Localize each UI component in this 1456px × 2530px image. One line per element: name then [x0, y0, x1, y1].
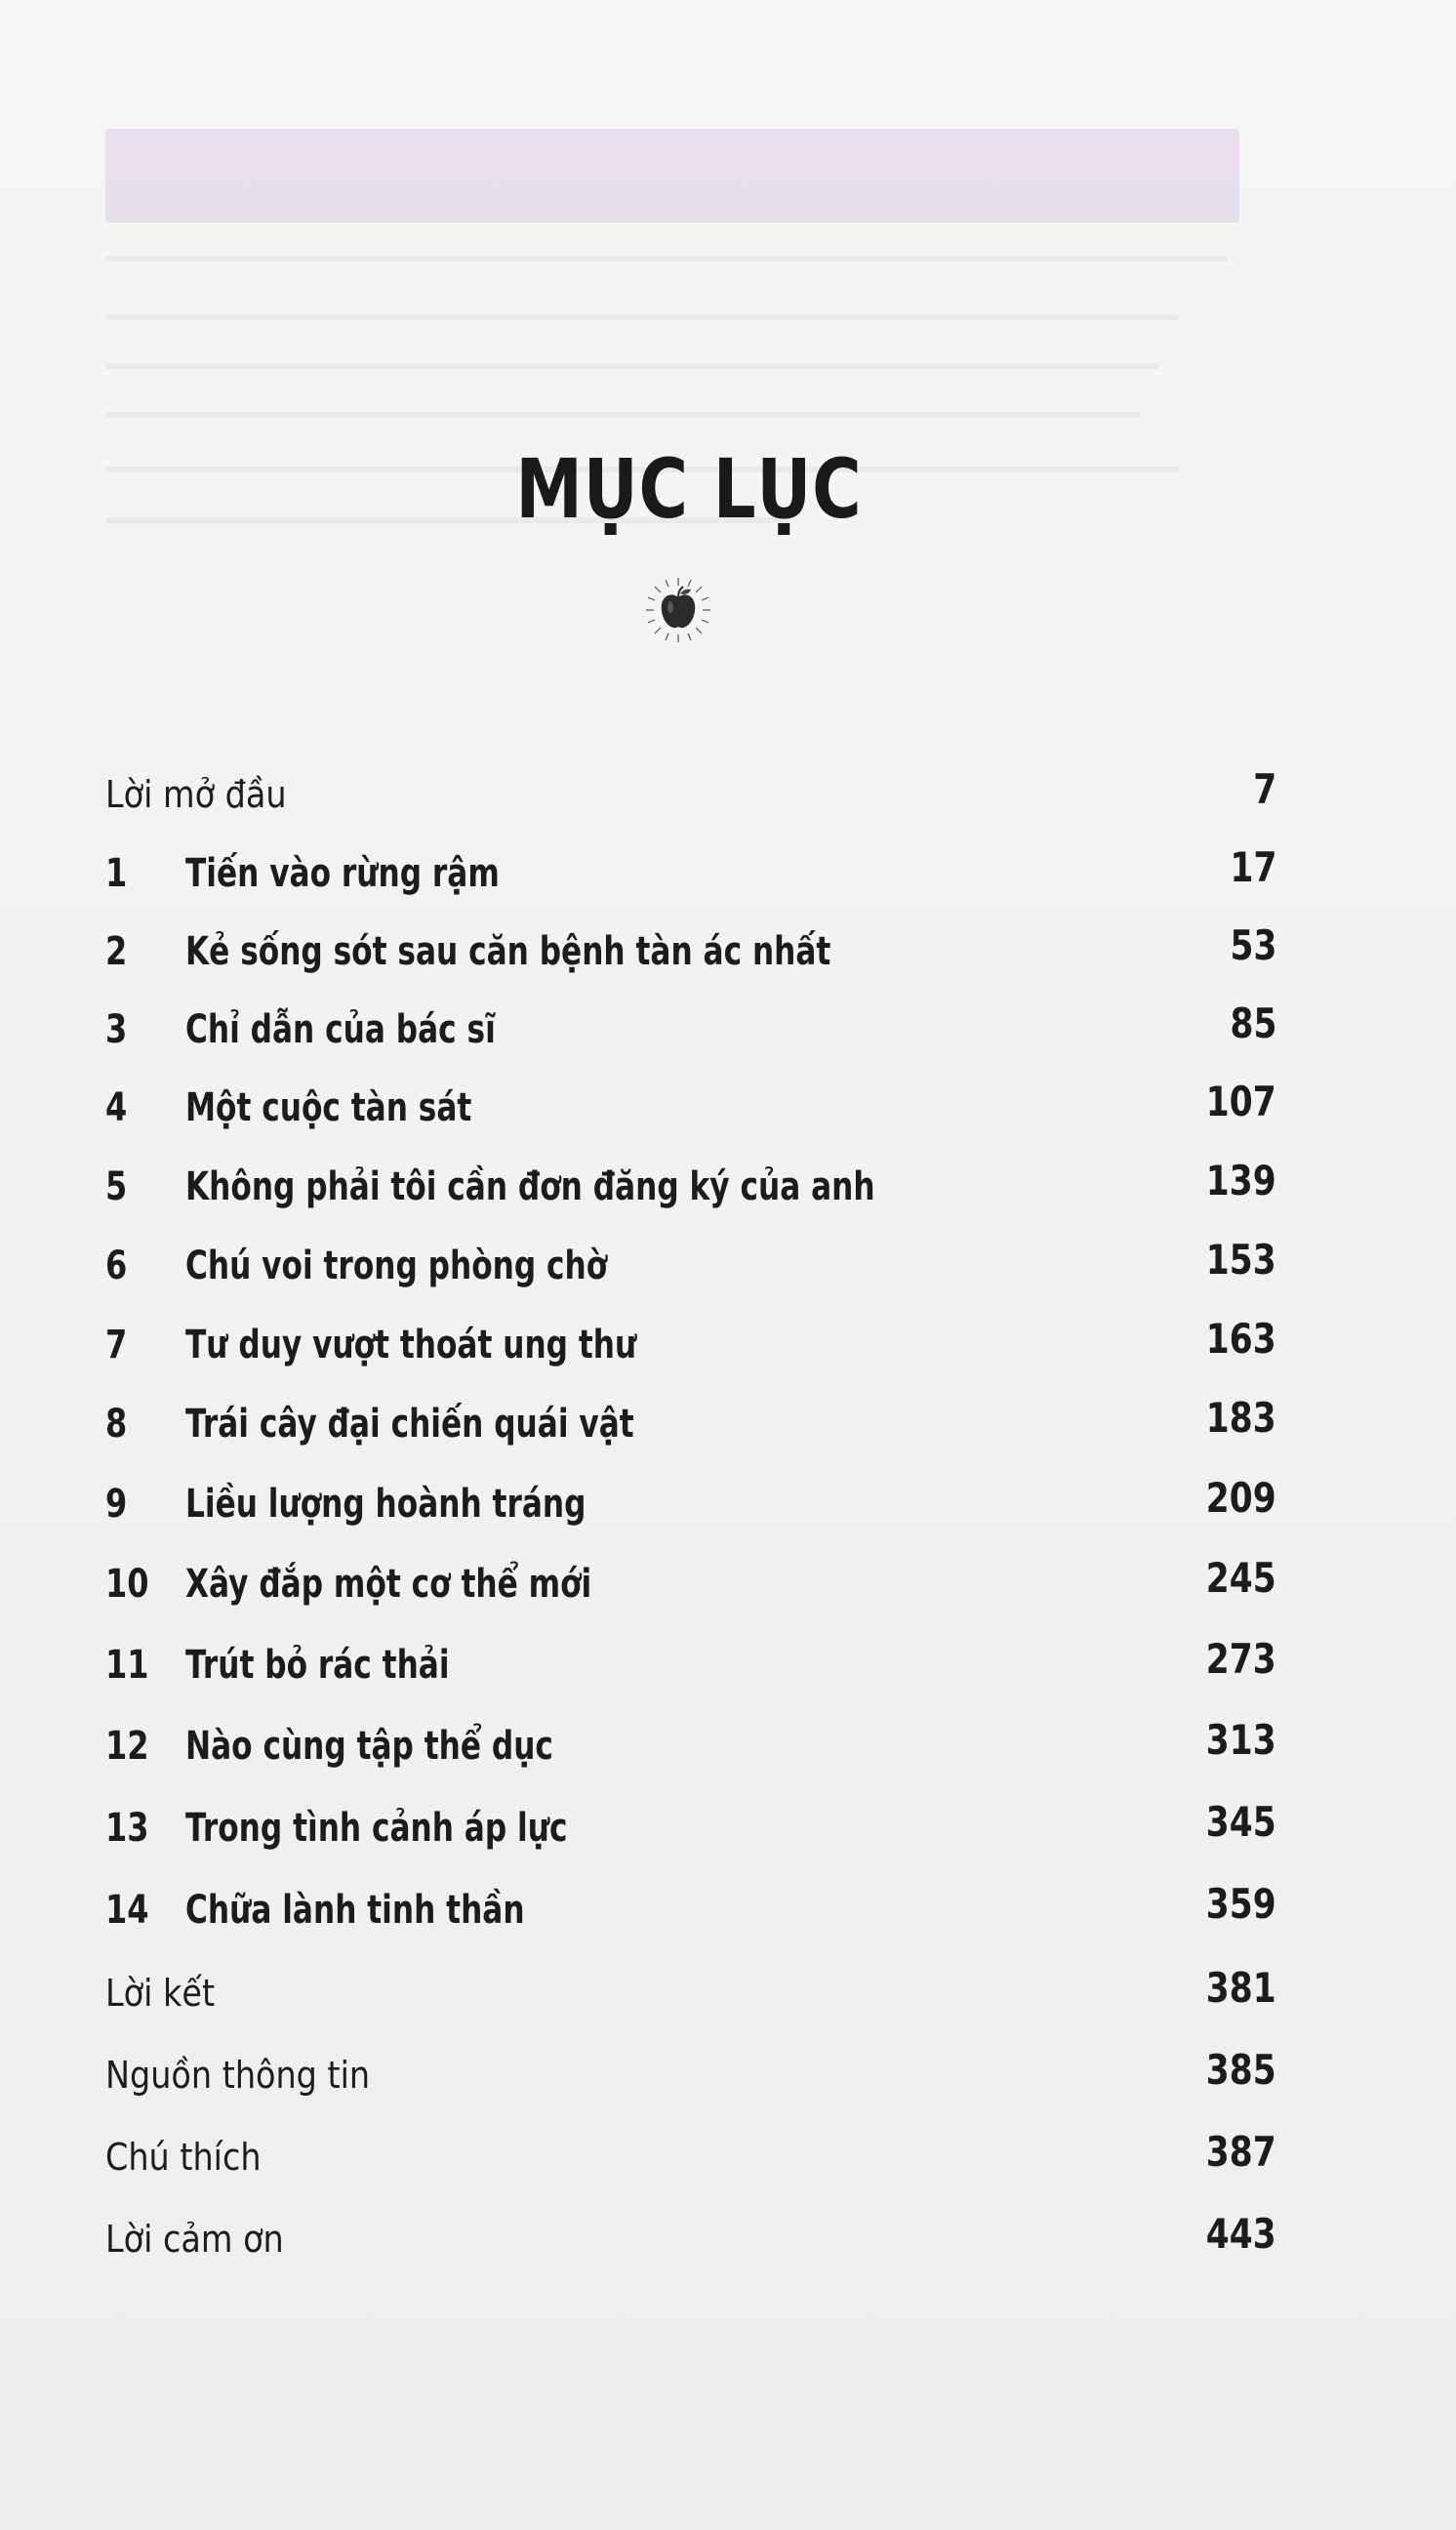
toc-entry-page: 163: [1206, 1315, 1276, 1363]
toc-entry-title: Lời mở đầu: [105, 773, 287, 816]
toc-entry-number: 11: [105, 1643, 149, 1688]
toc-entry-number: 5: [105, 1164, 128, 1209]
toc-entry-number: 10: [105, 1562, 149, 1607]
toc-entry-title: Tiến vào rừng rậm: [185, 851, 500, 896]
toc-entry-chapter-1[interactable]: [105, 843, 1276, 910]
toc-entry-number: 1: [105, 851, 128, 896]
toc-entry-chapter-14[interactable]: [105, 1880, 1276, 1946]
toc-entry-chapter-11[interactable]: [105, 1635, 1276, 1701]
toc-entry-page: 359: [1206, 1880, 1276, 1928]
toc-entry-title: Trái cây đại chiến quái vật: [185, 1402, 634, 1447]
toc-entry-title: Liều lượng hoành tráng: [185, 1482, 586, 1527]
toc-entry-title: Một cuộc tàn sát: [185, 1085, 472, 1130]
toc-entry-chapter-7[interactable]: [105, 1315, 1276, 1381]
toc-entry-chapter-6[interactable]: [105, 1236, 1276, 1302]
toc-entry-number: 8: [105, 1402, 128, 1447]
toc-entry-page: 153: [1206, 1236, 1276, 1284]
toc-entry-number: 13: [105, 1806, 149, 1851]
toc-entry-title: Trong tình cảnh áp lực: [185, 1806, 568, 1851]
toc-entry-page: 245: [1206, 1554, 1276, 1602]
toc-entry-chapter-3[interactable]: [105, 1000, 1276, 1066]
toc-entry-title: Nào cùng tập thể dục: [185, 1724, 553, 1769]
toc-entry-page: 381: [1206, 1964, 1276, 2012]
toc-entry-title: Chú thích: [105, 2136, 262, 2179]
toc-entry-notes[interactable]: [105, 2128, 1276, 2194]
toc-entry-number: 9: [105, 1482, 128, 1527]
toc-entry-page: 385: [1206, 2046, 1276, 2094]
toc-entry-page: 139: [1206, 1157, 1276, 1204]
toc-entry-title: Chỉ dẫn của bác sĩ: [185, 1007, 496, 1052]
toc-entry-title: Kẻ sống sót sau căn bệnh tàn ác nhất: [185, 929, 831, 974]
toc-entry-chapter-4[interactable]: [105, 1078, 1276, 1144]
toc-entry-number: 7: [105, 1323, 128, 1367]
toc-entry-page: 183: [1206, 1394, 1276, 1442]
toc-entry-number: 2: [105, 929, 128, 974]
toc-entry-page: 313: [1206, 1716, 1276, 1764]
toc-entry-preface[interactable]: [105, 765, 1276, 832]
toc-entry-chapter-9[interactable]: [105, 1474, 1276, 1540]
toc-entry-page: 345: [1206, 1798, 1276, 1846]
toc-entry-title: Nguồn thông tin: [105, 2054, 371, 2097]
toc-entry-number: 12: [105, 1724, 149, 1769]
toc-entry-title: Xây đắp một cơ thể mới: [185, 1562, 592, 1607]
toc-entry-page: 273: [1206, 1635, 1276, 1683]
toc-entry-page: 17: [1230, 843, 1276, 891]
toc-entry-title: Tư duy vượt thoát ung thư: [185, 1323, 637, 1367]
toc-entry-title: Chú voi trong phòng chờ: [185, 1244, 608, 1288]
toc-entry-chapter-10[interactable]: [105, 1554, 1276, 1620]
toc-entry-acknowledgements[interactable]: [105, 2210, 1276, 2276]
toc-entry-title: Lời kết: [105, 1972, 216, 2015]
toc-entry-chapter-2[interactable]: [105, 921, 1276, 988]
toc-entry-page: 387: [1206, 2128, 1276, 2176]
toc-entry-chapter-5[interactable]: [105, 1157, 1276, 1223]
toc-entry-chapter-12[interactable]: [105, 1716, 1276, 1782]
toc-entry-page: 7: [1253, 765, 1276, 813]
toc-entry-epilogue[interactable]: [105, 1964, 1276, 2030]
toc-entry-number: 3: [105, 1007, 128, 1052]
page-title: MỤC LỤC: [515, 441, 863, 537]
toc-entry-page: 107: [1206, 1078, 1276, 1125]
toc-entry-chapter-8[interactable]: [105, 1394, 1276, 1460]
toc-entry-chapter-13[interactable]: [105, 1798, 1276, 1864]
toc-entry-page: 209: [1206, 1474, 1276, 1522]
toc-entry-title: Lời cảm ơn: [105, 2218, 284, 2261]
toc-entry-title: Chữa lành tinh thần: [185, 1888, 525, 1933]
toc-entry-number: 4: [105, 1085, 128, 1130]
toc-entry-page: 443: [1206, 2210, 1276, 2258]
toc-entry-page: 85: [1230, 1000, 1276, 1047]
toc-entry-number: 6: [105, 1244, 128, 1288]
toc-entry-title: Không phải tôi cần đơn đăng ký của anh: [185, 1164, 875, 1209]
toc-entry-title: Trút bỏ rác thải: [185, 1643, 450, 1688]
toc-entry-sources[interactable]: [105, 2046, 1276, 2112]
toc-entry-page: 53: [1230, 921, 1276, 969]
toc-entry-number: 14: [105, 1888, 149, 1933]
